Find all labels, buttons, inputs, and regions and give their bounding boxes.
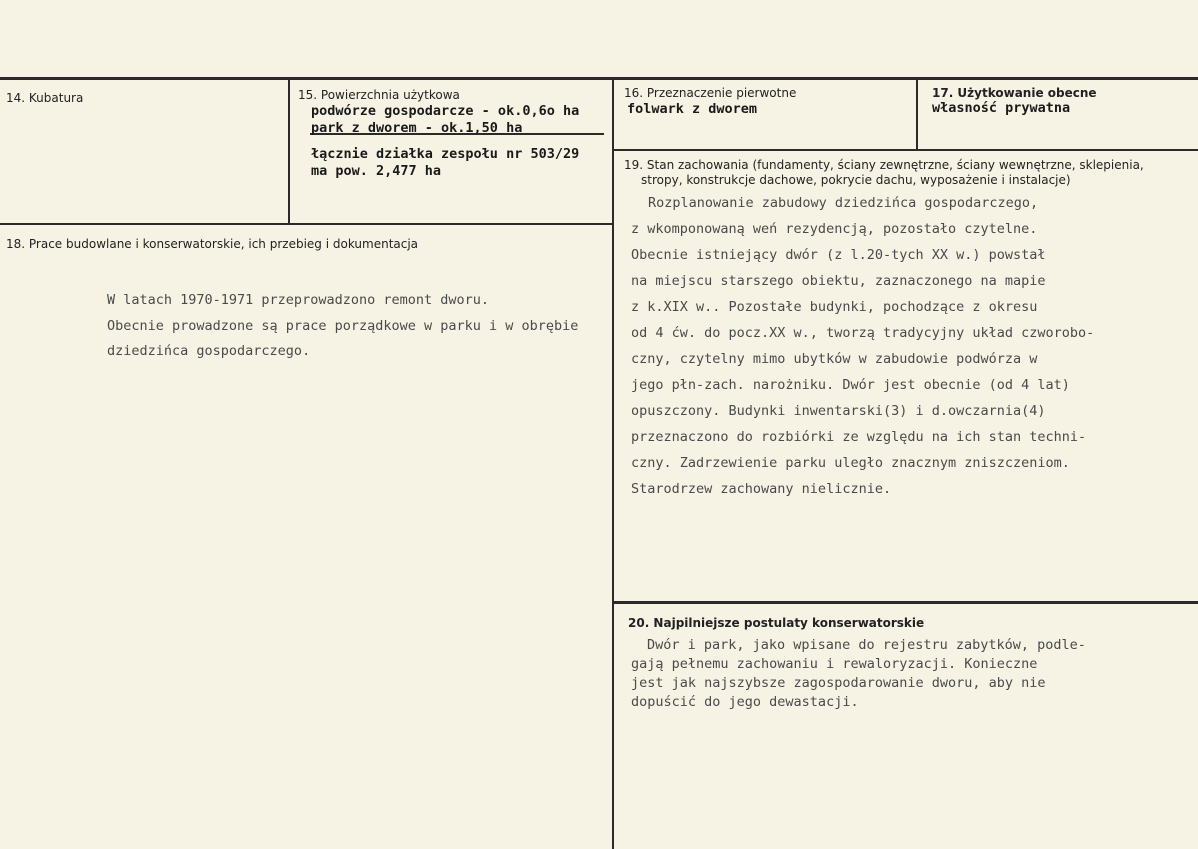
field-19-line: opuszczony. Budynki inwentarski(3) i d.owczarnia(4) (631, 403, 1046, 419)
field-15-summary-2: ma pow. 2,477 ha (311, 163, 442, 179)
field-19-line: od 4 ćw. do pocz.XX w., tworzą tradycyjny układ czworobo- (631, 325, 1095, 341)
field-18-label: 18. Prace budowlane i konserwatorskie, ich przebieg i dokumentacja (6, 237, 419, 251)
field-18-line: W latach 1970-1971 przeprowadzono remont dworu. (107, 292, 490, 308)
field-20-line: dopuścić do jego dewastacji. (631, 694, 859, 710)
field-19-line: czny. Zadrzewienie parku uległo znacznym zniszczeniom. (631, 455, 1070, 471)
field-20-label: 20. Najpilniejsze postulaty konserwatorskie (628, 616, 925, 630)
field-18-line: Obecnie prowadzone są prace porządkowe w parku i w obrębie (107, 317, 579, 334)
field-17-value: własność prywatna (932, 100, 1071, 116)
field-19-line: Rozplanowanie zabudowy dziedzińca gospodarczego, (648, 195, 1039, 211)
field-19-line: Starodrzew zachowany nielicznie. (631, 481, 892, 497)
field-19-line: przeznaczono do rozbiórki ze względu na ich stan techni- (631, 429, 1087, 445)
field-19-line: na miejscu starszego obiektu, zaznaczonego na mapie (631, 273, 1046, 289)
field-16-label: 16. Przeznaczenie pierwotne (624, 86, 797, 100)
rule-16-17-bottom (613, 149, 1198, 151)
rule-19-bottom (613, 601, 1198, 604)
divider-16-17 (916, 78, 918, 150)
field-19-label-line-1: 19. Stan zachowania (fundamenty, ściany zewnętrzne, ściany wewnętrzne, sklepienia, (624, 158, 1144, 172)
field-18-text (107, 288, 578, 365)
field-18-line: dziedzińca gospodarczego. (107, 343, 311, 359)
field-19-line: jego płn-zach. narożniku. Dwór jest obecnie (od 4 lat) (631, 377, 1070, 393)
divider-14-15 (288, 78, 290, 225)
field-14-label: 14. Kubatura (6, 91, 84, 105)
top-rule (0, 77, 1198, 80)
field-20-text (631, 636, 1086, 712)
field-15-summary-1: łącznie działka zespołu nr 503/29 (311, 146, 580, 162)
field-15-label: 15. Powierzchnia użytkowa (298, 88, 460, 102)
divider-main (612, 78, 614, 849)
field-20-line: Dwór i park, jako wpisane do rejestru zabytków, podle- (647, 637, 1086, 653)
field-15-line-1: podwórze gospodarcze - ok.0,6o ha (311, 103, 580, 119)
field-19-text (631, 190, 1094, 502)
field-20-line: gają pełnemu zachowaniu i rewaloryzacji. Konieczne (631, 656, 1038, 672)
field-19-line: Obecnie istniejący dwór (z l.20-tych XX w.) powstał (631, 247, 1046, 263)
field-19-line: z k.XIX w.. Pozostałe budynki, pochodzące z okresu (631, 299, 1038, 315)
field-19-line: z wkomponowaną weń rezydencją, pozostało czytelne. (631, 221, 1038, 237)
field-19-label-line-2: stropy, konstrukcje dachowe, pokrycie dachu, wyposażenie i instalacje) (641, 173, 1071, 187)
field-17-label: 17. Użytkowanie obecne (932, 86, 1097, 100)
field-16-value: folwark z dworem (627, 101, 758, 117)
rule-top-row-bottom (0, 223, 613, 225)
field-15-line-2: park z dworem - ok.1,50 ha (311, 120, 523, 136)
field-20-line: jest jak najszybsze zagospodarowanie dworu, aby nie (631, 675, 1046, 691)
field-19-line: czny, czytelny mimo ubytków w zabudowie podwórza w (631, 351, 1038, 367)
